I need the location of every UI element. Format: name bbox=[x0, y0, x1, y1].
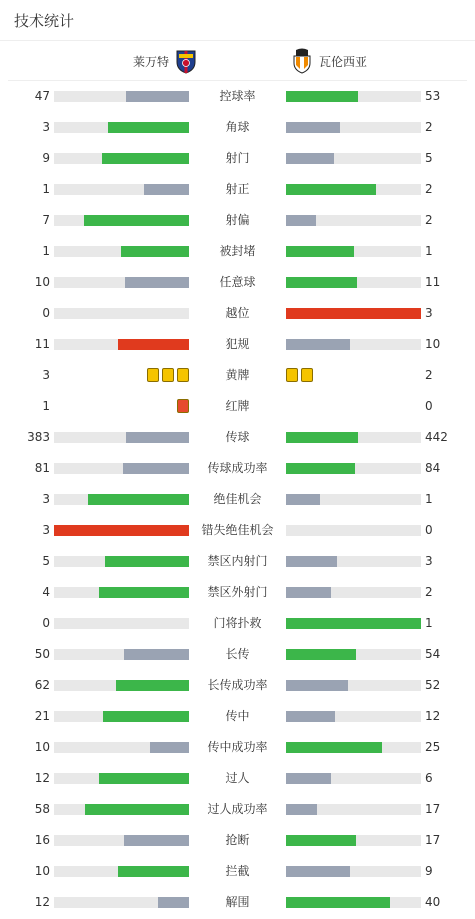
away-value: 12 bbox=[425, 709, 441, 723]
away-bar-track bbox=[286, 804, 421, 815]
away-bar-track bbox=[286, 525, 421, 536]
stat-row bbox=[0, 112, 475, 143]
away-value: 52 bbox=[425, 678, 441, 692]
home-bar-track bbox=[54, 308, 189, 319]
stat-row bbox=[0, 267, 475, 298]
home-bar-track bbox=[54, 432, 189, 443]
stat-row bbox=[0, 856, 475, 887]
home-bar-track bbox=[54, 122, 189, 133]
away-value: 2 bbox=[425, 368, 433, 382]
away-bar-fill bbox=[286, 835, 356, 846]
team-header bbox=[8, 41, 467, 81]
away-bar-fill bbox=[286, 897, 390, 908]
home-bar-fill bbox=[124, 835, 189, 846]
home-bar-track bbox=[54, 494, 189, 505]
stat-row bbox=[0, 794, 475, 825]
stat-label: 任意球 bbox=[219, 275, 256, 289]
home-bar-fill bbox=[84, 215, 189, 226]
home-value: 81 bbox=[34, 461, 50, 475]
stat-label: 传球 bbox=[225, 430, 250, 444]
away-bar-track bbox=[286, 866, 421, 877]
stat-label: 犯规 bbox=[225, 337, 250, 351]
away-bar-fill bbox=[286, 184, 376, 195]
stat-label: 错失绝佳机会 bbox=[201, 523, 274, 537]
home-value: 47 bbox=[34, 89, 50, 103]
stat-label: 黄牌 bbox=[225, 368, 250, 382]
stat-row bbox=[0, 329, 475, 360]
away-value: 25 bbox=[425, 740, 441, 754]
home-value: 62 bbox=[34, 678, 50, 692]
home-value: 10 bbox=[34, 864, 50, 878]
away-value: 84 bbox=[425, 461, 441, 475]
away-value: 53 bbox=[425, 89, 441, 103]
home-bar-track bbox=[54, 556, 189, 567]
stat-label: 被封堵 bbox=[219, 244, 256, 258]
stat-label: 红牌 bbox=[225, 399, 250, 413]
page-title: 技术统计 bbox=[14, 11, 75, 30]
away-value: 17 bbox=[425, 833, 441, 847]
home-bar-track bbox=[54, 742, 189, 753]
away-value: 1 bbox=[425, 244, 433, 258]
home-cards bbox=[177, 399, 189, 413]
away-value: 0 bbox=[425, 523, 433, 537]
home-team[interactable] bbox=[133, 41, 197, 81]
home-bar-track bbox=[54, 525, 189, 536]
home-bar-fill bbox=[158, 897, 189, 908]
stat-label: 角球 bbox=[225, 120, 250, 134]
away-value: 3 bbox=[425, 554, 433, 568]
home-bar-track bbox=[54, 153, 189, 164]
away-value: 17 bbox=[425, 802, 441, 816]
away-value: 3 bbox=[425, 306, 433, 320]
stat-row bbox=[0, 763, 475, 794]
away-bar-fill bbox=[286, 215, 316, 226]
away-value: 2 bbox=[425, 120, 433, 134]
away-value: 0 bbox=[425, 399, 433, 413]
home-bar-track bbox=[54, 277, 189, 288]
stat-row bbox=[0, 236, 475, 267]
stat-row bbox=[0, 515, 475, 546]
away-bar-track bbox=[286, 618, 421, 629]
yellow-card-icon bbox=[147, 368, 159, 382]
home-bar-fill bbox=[126, 91, 189, 102]
away-bar-track bbox=[286, 215, 421, 226]
away-bar-track bbox=[286, 773, 421, 784]
home-bar-fill bbox=[150, 742, 189, 753]
home-bar-track bbox=[54, 91, 189, 102]
away-value: 11 bbox=[425, 275, 441, 289]
home-value: 1 bbox=[42, 244, 50, 258]
yellow-card-icon bbox=[301, 368, 313, 382]
stat-row bbox=[0, 298, 475, 329]
stat-row bbox=[0, 887, 475, 918]
home-bar-track bbox=[54, 835, 189, 846]
home-value: 58 bbox=[34, 802, 50, 816]
home-value: 1 bbox=[42, 182, 50, 196]
stats-list bbox=[0, 81, 475, 918]
home-value: 9 bbox=[42, 151, 50, 165]
home-value: 3 bbox=[42, 523, 50, 537]
stat-label: 控球率 bbox=[219, 89, 256, 103]
away-bar-track bbox=[286, 494, 421, 505]
home-bar-fill bbox=[102, 153, 189, 164]
home-bar-fill bbox=[54, 525, 189, 536]
away-bar-fill bbox=[286, 742, 382, 753]
stat-row bbox=[0, 825, 475, 856]
away-bar-fill bbox=[286, 680, 348, 691]
stat-label: 禁区外射门 bbox=[207, 585, 268, 599]
home-value: 0 bbox=[42, 616, 50, 630]
stat-row bbox=[0, 484, 475, 515]
away-bar-track bbox=[286, 897, 421, 908]
stat-row bbox=[0, 143, 475, 174]
home-cards bbox=[147, 368, 189, 382]
home-bar-fill bbox=[88, 494, 189, 505]
stat-label: 绝佳机会 bbox=[213, 492, 262, 506]
away-value: 1 bbox=[425, 492, 433, 506]
yellow-card-icon bbox=[162, 368, 174, 382]
away-bar-track bbox=[286, 91, 421, 102]
away-value: 1 bbox=[425, 616, 433, 630]
stat-row bbox=[0, 422, 475, 453]
away-bar-track bbox=[286, 649, 421, 660]
away-bar-track bbox=[286, 277, 421, 288]
home-bar-track bbox=[54, 711, 189, 722]
away-bar-fill bbox=[286, 432, 358, 443]
home-value: 0 bbox=[42, 306, 50, 320]
away-bar-track bbox=[286, 184, 421, 195]
title-bar bbox=[0, 0, 475, 41]
home-team-name: 莱万特 bbox=[132, 54, 169, 69]
away-value: 5 bbox=[425, 151, 433, 165]
away-bar-fill bbox=[286, 122, 340, 133]
home-value: 3 bbox=[42, 120, 50, 134]
away-bar-fill bbox=[286, 277, 357, 288]
home-bar-track bbox=[54, 246, 189, 257]
home-bar-track bbox=[54, 339, 189, 350]
home-bar-fill bbox=[99, 587, 189, 598]
away-value: 6 bbox=[425, 771, 433, 785]
red-card-icon bbox=[177, 399, 189, 413]
home-bar-fill bbox=[125, 277, 189, 288]
home-bar-track bbox=[54, 680, 189, 691]
home-value: 16 bbox=[34, 833, 50, 847]
stat-label: 射正 bbox=[225, 182, 250, 196]
away-bar-track bbox=[286, 711, 421, 722]
away-value: 9 bbox=[425, 864, 433, 878]
away-bar-track bbox=[286, 835, 421, 846]
away-bar-fill bbox=[286, 494, 320, 505]
away-value: 40 bbox=[425, 895, 441, 909]
home-bar-fill bbox=[144, 184, 189, 195]
home-value: 11 bbox=[34, 337, 50, 351]
home-bar-track bbox=[54, 587, 189, 598]
stat-label: 门将扑救 bbox=[213, 616, 262, 630]
away-value: 2 bbox=[425, 585, 433, 599]
stat-row bbox=[0, 174, 475, 205]
away-value: 2 bbox=[425, 182, 433, 196]
away-team[interactable] bbox=[291, 41, 367, 81]
stat-label: 长传 bbox=[225, 647, 250, 661]
stat-label: 过人 bbox=[225, 771, 250, 785]
stat-label: 传球成功率 bbox=[207, 461, 268, 475]
home-bar-track bbox=[54, 773, 189, 784]
away-value: 10 bbox=[425, 337, 441, 351]
home-bar-fill bbox=[123, 463, 189, 474]
away-bar-fill bbox=[286, 866, 350, 877]
stat-row bbox=[0, 639, 475, 670]
away-bar-track bbox=[286, 308, 421, 319]
home-value: 21 bbox=[34, 709, 50, 723]
yellow-card-icon bbox=[286, 368, 298, 382]
home-value: 10 bbox=[34, 740, 50, 754]
stat-label: 过人成功率 bbox=[207, 802, 268, 816]
home-bar-track bbox=[54, 215, 189, 226]
home-bar-fill bbox=[108, 122, 189, 133]
away-bar-fill bbox=[286, 587, 331, 598]
away-bar-track bbox=[286, 742, 421, 753]
stat-row bbox=[0, 670, 475, 701]
stat-row bbox=[0, 360, 475, 391]
home-value: 5 bbox=[42, 554, 50, 568]
home-value: 7 bbox=[42, 213, 50, 227]
stat-row bbox=[0, 453, 475, 484]
home-value: 383 bbox=[27, 430, 50, 444]
away-bar-fill bbox=[286, 463, 355, 474]
stat-row bbox=[0, 391, 475, 422]
home-bar-track bbox=[54, 866, 189, 877]
away-value: 54 bbox=[425, 647, 441, 661]
stat-label: 拦截 bbox=[225, 864, 250, 878]
away-bar-fill bbox=[286, 804, 317, 815]
yellow-card-icon bbox=[177, 368, 189, 382]
away-bar-track bbox=[286, 153, 421, 164]
away-value: 2 bbox=[425, 213, 433, 227]
stat-row bbox=[0, 701, 475, 732]
home-bar-fill bbox=[105, 556, 189, 567]
stat-label: 越位 bbox=[225, 306, 250, 320]
away-bar-track bbox=[286, 339, 421, 350]
away-bar-fill bbox=[286, 153, 334, 164]
away-bar-fill bbox=[286, 91, 358, 102]
away-bar-track bbox=[286, 587, 421, 598]
away-bar-fill bbox=[286, 246, 354, 257]
stat-row bbox=[0, 205, 475, 236]
away-bar-fill bbox=[286, 556, 337, 567]
stat-row bbox=[0, 81, 475, 112]
home-bar-track bbox=[54, 184, 189, 195]
home-value: 12 bbox=[34, 895, 50, 909]
home-value: 1 bbox=[42, 399, 50, 413]
away-bar-track bbox=[286, 680, 421, 691]
home-bar-fill bbox=[118, 866, 189, 877]
home-value: 12 bbox=[34, 771, 50, 785]
stat-label: 传中成功率 bbox=[207, 740, 268, 754]
away-cards bbox=[286, 368, 313, 382]
home-bar-fill bbox=[103, 711, 189, 722]
away-bar-track bbox=[286, 246, 421, 257]
stat-row bbox=[0, 732, 475, 763]
away-bar-track bbox=[286, 432, 421, 443]
home-bar-fill bbox=[126, 432, 189, 443]
away-bar-track bbox=[286, 463, 421, 474]
stat-label: 长传成功率 bbox=[207, 678, 268, 692]
stat-label: 抢断 bbox=[225, 833, 250, 847]
home-value: 4 bbox=[42, 585, 50, 599]
away-bar-track bbox=[286, 122, 421, 133]
away-bar-fill bbox=[286, 339, 350, 350]
stat-label: 射偏 bbox=[225, 213, 250, 227]
away-bar-fill bbox=[286, 773, 331, 784]
home-bar-track bbox=[54, 649, 189, 660]
home-bar-track bbox=[54, 463, 189, 474]
home-bar-track bbox=[54, 804, 189, 815]
away-bar-track bbox=[286, 556, 421, 567]
away-bar-fill bbox=[286, 618, 421, 629]
home-bar-fill bbox=[124, 649, 189, 660]
home-value: 3 bbox=[42, 492, 50, 506]
home-value: 10 bbox=[34, 275, 50, 289]
stat-label: 传中 bbox=[225, 709, 250, 723]
home-bar-fill bbox=[121, 246, 189, 257]
valencia-crest-icon bbox=[291, 48, 313, 74]
home-bar-fill bbox=[118, 339, 189, 350]
home-bar-fill bbox=[99, 773, 189, 784]
away-value: 442 bbox=[425, 430, 448, 444]
home-bar-fill bbox=[116, 680, 189, 691]
stat-label: 射门 bbox=[225, 151, 250, 165]
home-bar-track bbox=[54, 897, 189, 908]
stat-row bbox=[0, 577, 475, 608]
stat-row bbox=[0, 608, 475, 639]
away-bar-fill bbox=[286, 649, 356, 660]
home-bar-track bbox=[54, 618, 189, 629]
home-value: 50 bbox=[34, 647, 50, 661]
home-value: 3 bbox=[42, 368, 50, 382]
levante-crest-icon bbox=[175, 48, 197, 74]
stat-label: 禁区内射门 bbox=[207, 554, 268, 568]
away-bar-fill bbox=[286, 711, 335, 722]
away-bar-fill bbox=[286, 308, 421, 319]
stat-row bbox=[0, 546, 475, 577]
home-bar-fill bbox=[85, 804, 189, 815]
stat-label: 解围 bbox=[225, 895, 250, 909]
away-team-name: 瓦伦西亚 bbox=[319, 54, 368, 69]
